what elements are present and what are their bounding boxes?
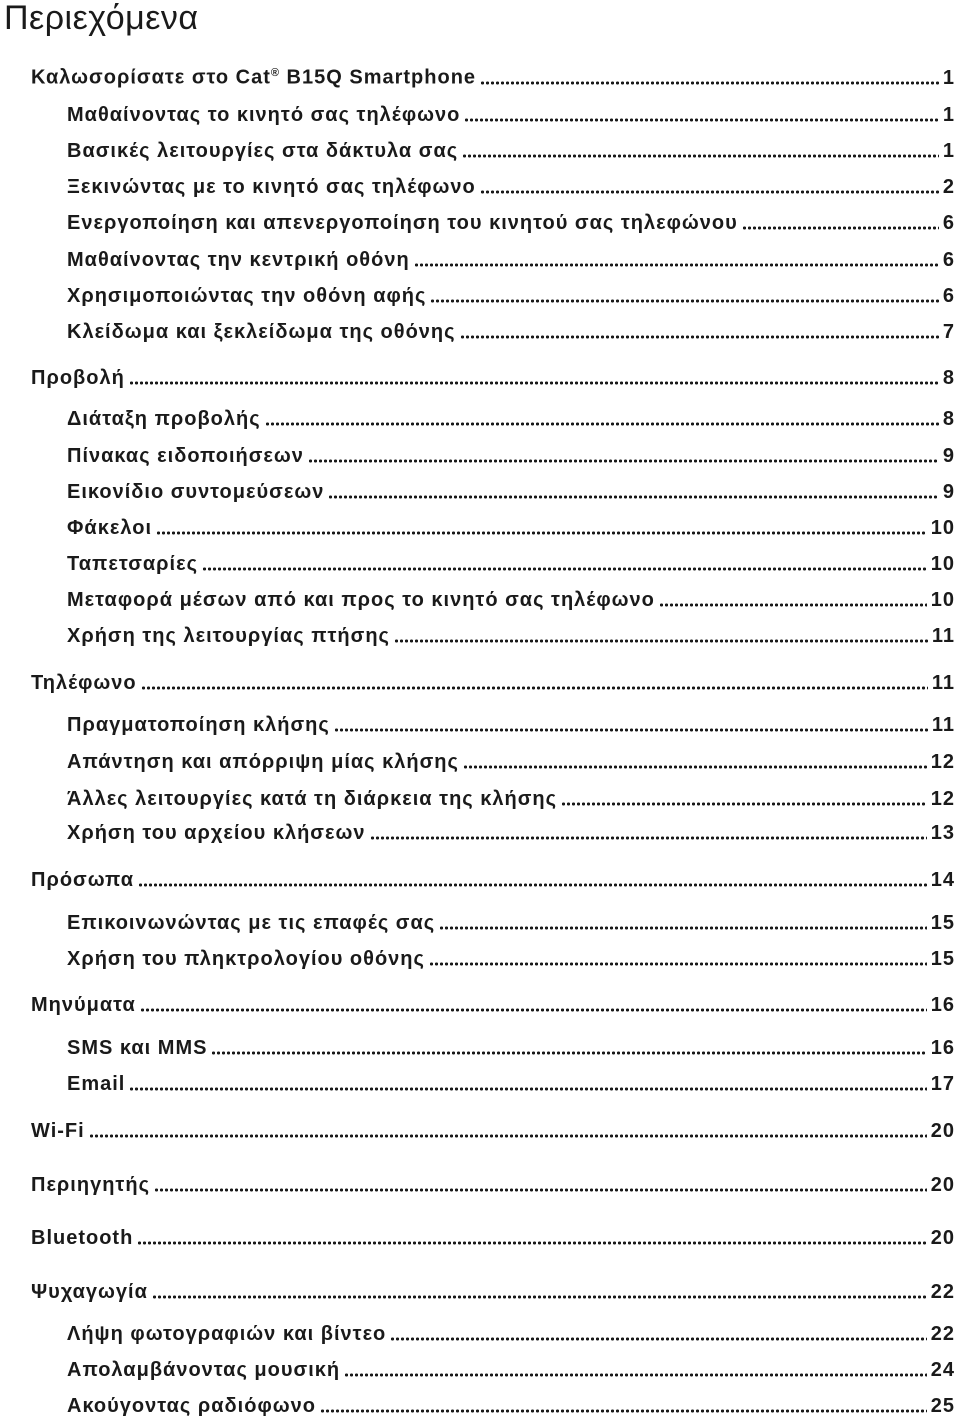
toc-section-entry[interactable] <box>67 587 955 613</box>
toc-entry-label <box>67 515 152 541</box>
toc-page-number: 10 <box>930 517 955 539</box>
toc-entry-text: Χρήση του πληκτρολογίου οθόνης <box>67 948 425 970</box>
toc-page-number: 11 <box>931 714 955 736</box>
toc-page-number: 17 <box>930 1073 955 1095</box>
toc-entry-label <box>31 867 134 893</box>
toc-entry-label <box>67 749 459 775</box>
toc-entry-text: Περιηγητής <box>31 1174 150 1196</box>
dot-leader <box>308 459 939 463</box>
toc-section-entry[interactable] <box>67 820 955 846</box>
dot-leader <box>140 1008 927 1012</box>
toc-section-entry[interactable] <box>67 283 955 309</box>
toc-entry-label <box>31 1172 150 1198</box>
toc-page-number: 7 <box>942 321 955 343</box>
toc-entry-text: Χρησιμοποιώντας την οθόνη αφής <box>67 285 427 307</box>
toc-entry-label <box>67 319 456 345</box>
toc-page-number: 22 <box>930 1323 955 1345</box>
dot-leader <box>202 567 927 571</box>
toc-page-number: 25 <box>930 1395 955 1417</box>
toc-entry-text: Τηλέφωνο <box>31 672 137 694</box>
toc-page-number: 9 <box>942 481 955 503</box>
toc-page-number: 24 <box>930 1359 955 1381</box>
toc-page-number: 9 <box>942 445 955 467</box>
toc-section-entry[interactable] <box>67 712 955 738</box>
toc-chapter-entry[interactable] <box>31 1172 955 1198</box>
toc-section-entry[interactable] <box>67 623 955 649</box>
toc-entry-text: Ενεργοποίηση και απενεργοποίηση του κινητού σας τηλεφώνου <box>67 212 738 234</box>
toc-entry-text: Χρήση του αρχείου κλήσεων <box>67 822 366 844</box>
toc-section-entry[interactable] <box>67 551 955 577</box>
toc-page-number: 16 <box>930 994 955 1016</box>
toc-section-entry[interactable] <box>67 786 955 812</box>
toc-page-number: 12 <box>930 751 955 773</box>
registered-mark: ® <box>270 67 280 79</box>
toc-entry-text: Email <box>67 1073 126 1095</box>
toc-entry-text: Βασικές λειτουργίες στα δάκτυλα σας <box>67 140 459 162</box>
toc-entry-text: Άλλες λειτουργίες κατά τη διάρκεια της κλήσης <box>67 788 558 810</box>
toc-entry-label <box>67 174 476 200</box>
toc-section-entry[interactable] <box>67 1071 955 1097</box>
toc-entry-label <box>67 786 557 812</box>
dot-leader <box>480 190 939 194</box>
toc-page-number: 13 <box>930 822 955 844</box>
toc-entry-label <box>67 587 655 613</box>
toc-page-number: 1 <box>942 66 955 89</box>
dot-leader <box>89 1134 927 1138</box>
toc-chapter-entry[interactable] <box>31 60 955 91</box>
toc-entry-label <box>31 670 137 696</box>
toc-chapter-entry[interactable] <box>31 1279 955 1305</box>
toc-section-entry[interactable] <box>67 1393 955 1419</box>
dot-leader <box>141 686 928 690</box>
toc-entry-label <box>67 1321 386 1347</box>
toc-section-entry[interactable] <box>67 1357 955 1383</box>
toc-entry-text: Ταπετσαρίες <box>67 553 198 575</box>
toc-entry-text: Επικοινωνώντας με τις επαφές σας <box>67 912 436 934</box>
toc-entry-label <box>67 623 390 649</box>
toc-entry-text: Μηνύματα <box>31 994 136 1016</box>
dot-leader <box>334 728 928 732</box>
dot-leader <box>742 226 939 230</box>
dot-leader <box>154 1188 927 1192</box>
toc-entry-text: Wi-Fi <box>31 1120 85 1142</box>
toc-entry-label <box>67 406 261 432</box>
dot-leader <box>659 603 927 607</box>
toc-entry-text: Πραγματοποίηση κλήσης <box>67 714 330 736</box>
toc-section-entry[interactable] <box>67 749 955 775</box>
toc-section-entry[interactable] <box>67 247 955 273</box>
dot-leader <box>462 154 939 158</box>
toc-entry-text: Εικονίδιο συντομεύσεων <box>67 481 325 503</box>
toc-entry-text-suffix: B15Q Smartphone <box>280 66 477 89</box>
dot-leader <box>394 639 928 643</box>
toc-section-entry[interactable] <box>67 174 955 200</box>
toc-entry-text: SMS και MMS <box>67 1037 208 1059</box>
toc-entry-label <box>67 1071 125 1097</box>
dot-leader <box>414 263 939 267</box>
dot-leader <box>129 381 939 385</box>
toc-entry-label <box>67 712 330 738</box>
toc-entry-label <box>31 60 476 91</box>
dot-leader <box>328 495 939 499</box>
toc-entry-text: Απολαμβάνοντας μουσική <box>67 1359 341 1381</box>
toc-entry-label <box>31 365 125 391</box>
toc-page-number: 10 <box>930 589 955 611</box>
toc-entry-text: Προβολή <box>31 367 125 389</box>
toc-entry-text: Μεταφορά μέσων από και προς το κινητό σας τηλέφωνο <box>67 589 655 611</box>
toc-chapter-entry[interactable] <box>31 1225 955 1251</box>
toc-entry-text: Μαθαίνοντας την κεντρική οθόνη <box>67 249 410 271</box>
toc-page-number: 6 <box>942 212 955 234</box>
toc-entry-text: Καλωσορίσατε στο Cat <box>31 66 271 89</box>
dot-leader <box>344 1373 927 1377</box>
dot-leader <box>320 1409 927 1413</box>
toc-entry-label <box>67 551 198 577</box>
toc-page-number: 14 <box>930 869 955 891</box>
toc-entry-label <box>31 1225 133 1251</box>
toc-chapter-entry[interactable] <box>31 365 955 391</box>
toc-entry-label <box>67 102 460 128</box>
toc-page-number: 1 <box>942 140 955 162</box>
dot-leader <box>370 836 927 840</box>
dot-leader <box>211 1051 926 1055</box>
toc-page-number: 6 <box>942 285 955 307</box>
toc-entry-text: Πίνακας ειδοποιήσεων <box>67 445 304 467</box>
toc-page-number: 15 <box>930 912 955 934</box>
toc-entry-label <box>67 1393 316 1419</box>
dot-leader <box>460 335 939 339</box>
toc-entry-label <box>31 1279 148 1305</box>
dot-leader <box>480 81 939 85</box>
dot-leader <box>265 422 939 426</box>
toc-entry-text: Ξεκινώντας με το κινητό σας τηλέφωνο <box>67 176 476 198</box>
toc-entry-text: Διάταξη προβολής <box>67 408 261 430</box>
toc-section-entry[interactable] <box>67 1035 955 1061</box>
dot-leader <box>430 299 938 303</box>
dot-leader <box>439 926 927 930</box>
toc-section-entry[interactable] <box>67 479 955 505</box>
toc-entry-label <box>67 283 426 309</box>
toc-entry-text: Ακούγοντας ραδιόφωνο <box>67 1395 316 1417</box>
toc-entry-text: Απάντηση και απόρριψη μίας κλήσης <box>67 751 459 773</box>
toc-entry-label <box>67 910 435 936</box>
toc-page-number: 1 <box>942 104 955 126</box>
dot-leader <box>129 1087 926 1091</box>
dot-leader <box>561 802 927 806</box>
toc-chapter-entry[interactable] <box>31 867 955 893</box>
toc-chapter-entry[interactable] <box>31 1118 955 1144</box>
dot-leader <box>137 1241 926 1245</box>
toc-page-number: 20 <box>930 1227 955 1249</box>
toc-section-entry[interactable] <box>67 210 955 236</box>
toc-page-number: 20 <box>930 1120 955 1142</box>
toc-entry-text: Μαθαίνοντας το κινητό σας τηλέφωνο <box>67 104 461 126</box>
toc-section-entry[interactable] <box>67 319 955 345</box>
toc-section-entry[interactable] <box>67 443 955 469</box>
dot-leader <box>429 962 927 966</box>
toc-page-number: 2 <box>942 176 955 198</box>
dot-leader <box>464 118 939 122</box>
toc-entry-text: Πρόσωπα <box>31 869 135 891</box>
toc-page-number: 11 <box>931 625 955 647</box>
toc-section-entry[interactable] <box>67 946 955 972</box>
toc-entry-label <box>67 138 458 164</box>
toc-entry-label <box>67 247 410 273</box>
toc-page-number: 6 <box>942 249 955 271</box>
toc-page-number: 10 <box>930 553 955 575</box>
dot-leader <box>138 883 927 887</box>
toc-entry-label <box>67 1035 207 1061</box>
toc-entry-text: Χρήση της λειτουργίας πτήσης <box>67 625 390 647</box>
dot-leader <box>156 531 927 535</box>
dot-leader <box>390 1337 926 1341</box>
toc-entry-label <box>67 820 366 846</box>
toc-page-number: 12 <box>930 788 955 810</box>
toc-entry-label <box>67 1357 340 1383</box>
toc-entry-label <box>67 946 425 972</box>
toc-entry-text: Λήψη φωτογραφιών και βίντεο <box>67 1323 387 1345</box>
toc-entry-label <box>67 443 304 469</box>
toc-page-number: 16 <box>930 1037 955 1059</box>
toc-section-entry[interactable] <box>67 515 955 541</box>
toc-section-entry[interactable] <box>67 138 955 164</box>
toc-section-entry[interactable] <box>67 910 955 936</box>
toc-section-entry[interactable] <box>67 102 955 128</box>
toc-page-number: 8 <box>942 408 955 430</box>
toc-entry-label <box>31 1118 85 1144</box>
toc-chapter-entry[interactable] <box>31 670 955 696</box>
toc-entry-text: Ψυχαγωγία <box>31 1281 148 1303</box>
toc-page-number: 22 <box>930 1281 955 1303</box>
toc-section-entry[interactable] <box>67 406 955 432</box>
toc-entry-label <box>31 992 136 1018</box>
page-title: Περιεχόμενα <box>4 0 199 37</box>
dot-leader <box>463 765 927 769</box>
toc-page-number: 8 <box>942 367 955 389</box>
toc-entry-text: Φάκελοι <box>67 517 153 539</box>
toc-entry-text: Bluetooth <box>31 1227 134 1249</box>
dot-leader <box>152 1295 927 1299</box>
toc-entry-label <box>67 210 738 236</box>
toc-page-number: 20 <box>930 1174 955 1196</box>
toc-entry-label <box>67 479 324 505</box>
toc-entry-text: Κλείδωμα και ξεκλείδωμα της οθόνης <box>67 321 456 343</box>
toc-page-number: 15 <box>930 948 955 970</box>
toc-page-number: 11 <box>931 672 955 694</box>
toc-section-entry[interactable] <box>67 1321 955 1347</box>
toc-chapter-entry[interactable] <box>31 992 955 1018</box>
